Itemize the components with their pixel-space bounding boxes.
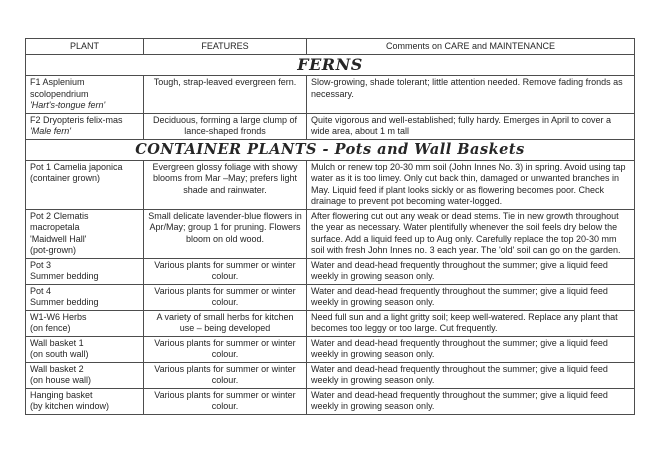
table-row [26, 310, 635, 336]
plant-cell [26, 209, 144, 258]
plant-cell [26, 336, 144, 362]
care-cell: After flowering cut out any weak or dead stems. Tie in new growth throughout the year as necessary. Water plentifully whenever the soil feels dry below the surface. Add a liquid feed up to Aug only. Carefully replace the top 20-30 mm soil with fresh John Innes no. 3 each year. The 'old' soil can go on the garden. [307, 209, 635, 258]
plant-name: Hanging basket [30, 389, 93, 400]
features-cell: Deciduous, forming a large clump of lance-shaped fronds [144, 113, 307, 139]
features-cell: Various plants for summer or winter colour. [144, 336, 307, 362]
features-cell: Various plants for summer or winter colour. [144, 258, 307, 284]
plant-location: (on fence) [30, 323, 71, 333]
plant-name: Wall basket 2 [30, 363, 84, 374]
table-row [26, 388, 635, 414]
plant-cell [26, 258, 144, 284]
plant-cell [26, 76, 144, 114]
table-row [26, 76, 635, 114]
plant-cell [26, 113, 144, 139]
table-row [26, 160, 635, 209]
care-cell: Water and dead-head frequently throughout the summer; give a liquid feed weekly in growing season only. [307, 388, 635, 414]
plant-name: Pot 3 [30, 259, 52, 270]
plant-cell [26, 160, 144, 209]
plant-location: Summer bedding [30, 271, 99, 281]
care-cell: Water and dead-head frequently throughout the summer; give a liquid feed weekly in growing season only. [307, 258, 635, 284]
care-cell: Slow-growing, shade tolerant; little attention needed. Remove fading fronds as necessary. [307, 76, 635, 114]
plant-cell [26, 362, 144, 388]
features-cell: Various plants for summer or winter colour. [144, 388, 307, 414]
table-row [26, 284, 635, 310]
care-cell: Water and dead-head frequently throughout the summer; give a liquid feed weekly in growing season only. [307, 362, 635, 388]
plant-name: Pot 1 Camelia japonica [30, 161, 123, 172]
header-row [26, 39, 635, 55]
section-header-ferns [26, 55, 635, 76]
table-row [26, 336, 635, 362]
plant-name: Pot 2 Clematis macropetala [30, 210, 89, 232]
features-cell: A variety of small herbs for kitchen use – being developed [144, 310, 307, 336]
features-cell: Tough, strap-leaved evergreen fern. [144, 76, 307, 114]
care-cell: Mulch or renew top 20-30 mm soil (John Innes No. 3) in spring. Avoid using tap water as it is too limey. Only cut back thin, damaged or unwanted branches in May. Liquid feed if plant looks sickly or as flowering becomes poor. Check drainage to prevent pot becoming water-logged. [307, 160, 635, 209]
plant-name: W1-W6 Herbs [30, 311, 87, 322]
care-cell: Quite vigorous and well-established; fully hardy. Emerges in April to cover a wide area, about 1 m tall [307, 113, 635, 139]
section-title: FERNS [26, 55, 635, 76]
column-header-plant: PLANT [26, 39, 144, 55]
section-header-container-plants [26, 139, 635, 160]
features-cell: Various plants for summer or winter colour. [144, 284, 307, 310]
features-cell: Evergreen glossy foliage with showy blooms from Mar –May; prefers light shade and rainwater. [144, 160, 307, 209]
section-title: CONTAINER PLANTS - Pots and Wall Baskets [26, 139, 635, 160]
plant-cell [26, 284, 144, 310]
table-row [26, 258, 635, 284]
column-header-features: FEATURES [144, 39, 307, 55]
plant-care-table [25, 38, 635, 415]
column-header-comments: Comments on CARE and MAINTENANCE [307, 39, 635, 55]
plant-name: Pot 4 [30, 285, 52, 296]
plant-location: (pot-grown) [30, 245, 77, 255]
plant-location: (on house wall) [30, 375, 92, 385]
plant-name: Wall basket 1 [30, 337, 84, 348]
plant-name: F2 Dryopteris felix-mas [30, 114, 123, 125]
table-row [26, 113, 635, 139]
table-row [26, 209, 635, 258]
care-cell: Water and dead-head frequently throughout the summer; give a liquid feed weekly in growing season only. [307, 284, 635, 310]
plant-cell [26, 310, 144, 336]
plant-name: F1 Asplenium scolopendrium [30, 77, 89, 99]
care-cell: Need full sun and a light gritty soil; keep well-watered. Replace any plant that becomes too leggy or too large. Cut frequently. [307, 310, 635, 336]
features-cell: Various plants for summer or winter colour. [144, 362, 307, 388]
plant-common-name: 'Male fern' [30, 126, 71, 136]
plant-location: (on south wall) [30, 349, 89, 359]
plant-location: (container grown) [30, 173, 101, 183]
plant-common-name: 'Hart's-tongue fern' [30, 100, 106, 110]
care-cell: Water and dead-head frequently throughout the summer; give a liquid feed weekly in growing season only. [307, 336, 635, 362]
table-row [26, 362, 635, 388]
features-cell: Small delicate lavender-blue flowers in Apr/May; group 1 for pruning. Flowers bloom on old wood. [144, 209, 307, 258]
plant-location: (by kitchen window) [30, 401, 110, 411]
plant-location: Summer bedding [30, 297, 99, 307]
plant-cell [26, 388, 144, 414]
plant-cultivar: 'Maidwell Hall' [30, 233, 87, 244]
